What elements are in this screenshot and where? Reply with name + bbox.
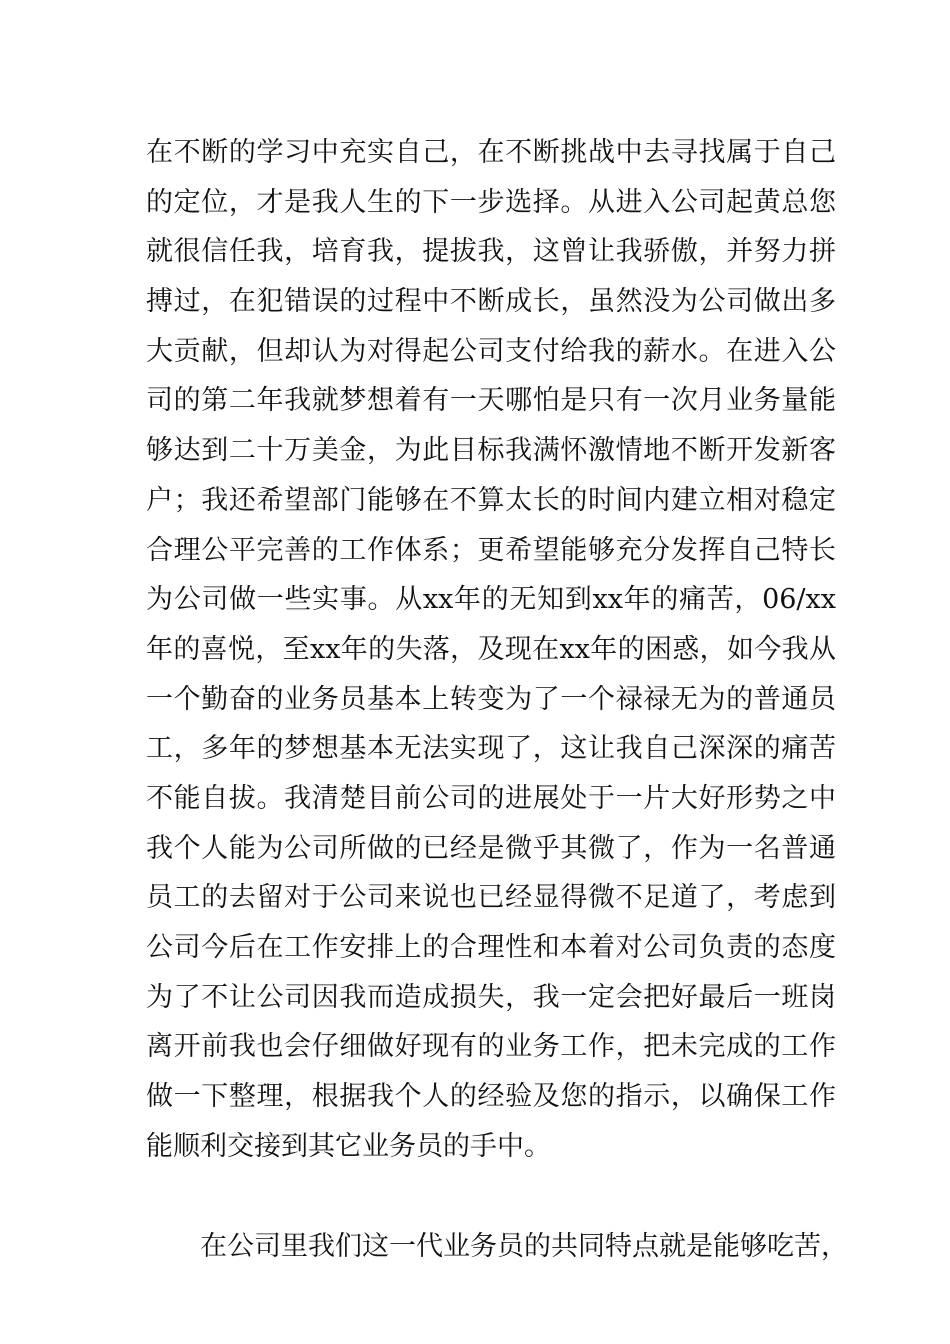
text-line: 年的喜悦，至xx年的失落，及现在xx年的困惑，如今我从 xyxy=(146,633,836,665)
paragraph-gap xyxy=(146,1171,836,1222)
text-line: 能顺利交接到其它业务员的手中。 xyxy=(146,1130,551,1162)
text-line: 搏过，在犯错误的过程中不断成长，虽然没为公司做出多 xyxy=(146,286,836,318)
paragraph-2 xyxy=(146,1222,848,1272)
text-line: 为公司做一些实事。从xx年的无知到xx年的痛苦，06/xx xyxy=(146,584,836,616)
paragraph-1 xyxy=(146,128,836,1171)
text-line: 公司今后在工作安排上的合理性和本着对公司负责的态度 xyxy=(146,932,836,963)
text-line: 的定位，才是我人生的下一步选择。从进入公司起黄总您 xyxy=(146,186,836,218)
text-line: 户；我还希望部门能够在不算太长的时间内建立相对稳定 xyxy=(146,484,836,516)
text-line: 在公司里我们这一代业务员的共同特点就是能够吃苦， xyxy=(200,1231,848,1263)
text-line: 合理公平完善的工作体系；更希望能够充分发挥自己特长 xyxy=(146,534,836,566)
text-line: 为了不让公司因我而造成损失，我一定会把好最后一班岗 xyxy=(146,981,836,1013)
text-line: 司的第二年我就梦想着有一天哪怕是只有一次月业务量能 xyxy=(146,385,836,417)
text-line: 工，多年的梦想基本无法实现了，这让我自己深深的痛苦 xyxy=(146,733,836,765)
text-line: 一个勤奋的业务员基本上转变为了一个禄禄无为的普通员 xyxy=(146,683,836,715)
text-line: 做一下整理，根据我个人的经验及您的指示，以确保工作 xyxy=(146,1081,836,1113)
text-line: 不能自拔。我清楚目前公司的进展处于一片大好形势之中 xyxy=(146,782,836,814)
text-line: 就很信任我，培育我，提拔我，这曾让我骄傲，并努力拼 xyxy=(146,236,836,268)
text-line: 离开前我也会仔细做好现有的业务工作，把未完成的工作 xyxy=(146,1031,836,1063)
text-line: 大贡献，但却认为对得起公司支付给我的薪水。在进入公 xyxy=(146,335,836,367)
text-line: 在不断的学习中充实自己，在不断挑战中去寻找属于自己 xyxy=(146,137,836,168)
text-line: 够达到二十万美金，为此目标我满怀激情地不断开发新客 xyxy=(146,435,836,467)
text-line: 我个人能为公司所做的已经是微乎其微了，作为一名普通 xyxy=(146,832,836,864)
document-body xyxy=(146,128,848,1272)
text-line: 员工的去留对于公司来说也已经显得微不足道了，考虑到 xyxy=(146,882,836,914)
